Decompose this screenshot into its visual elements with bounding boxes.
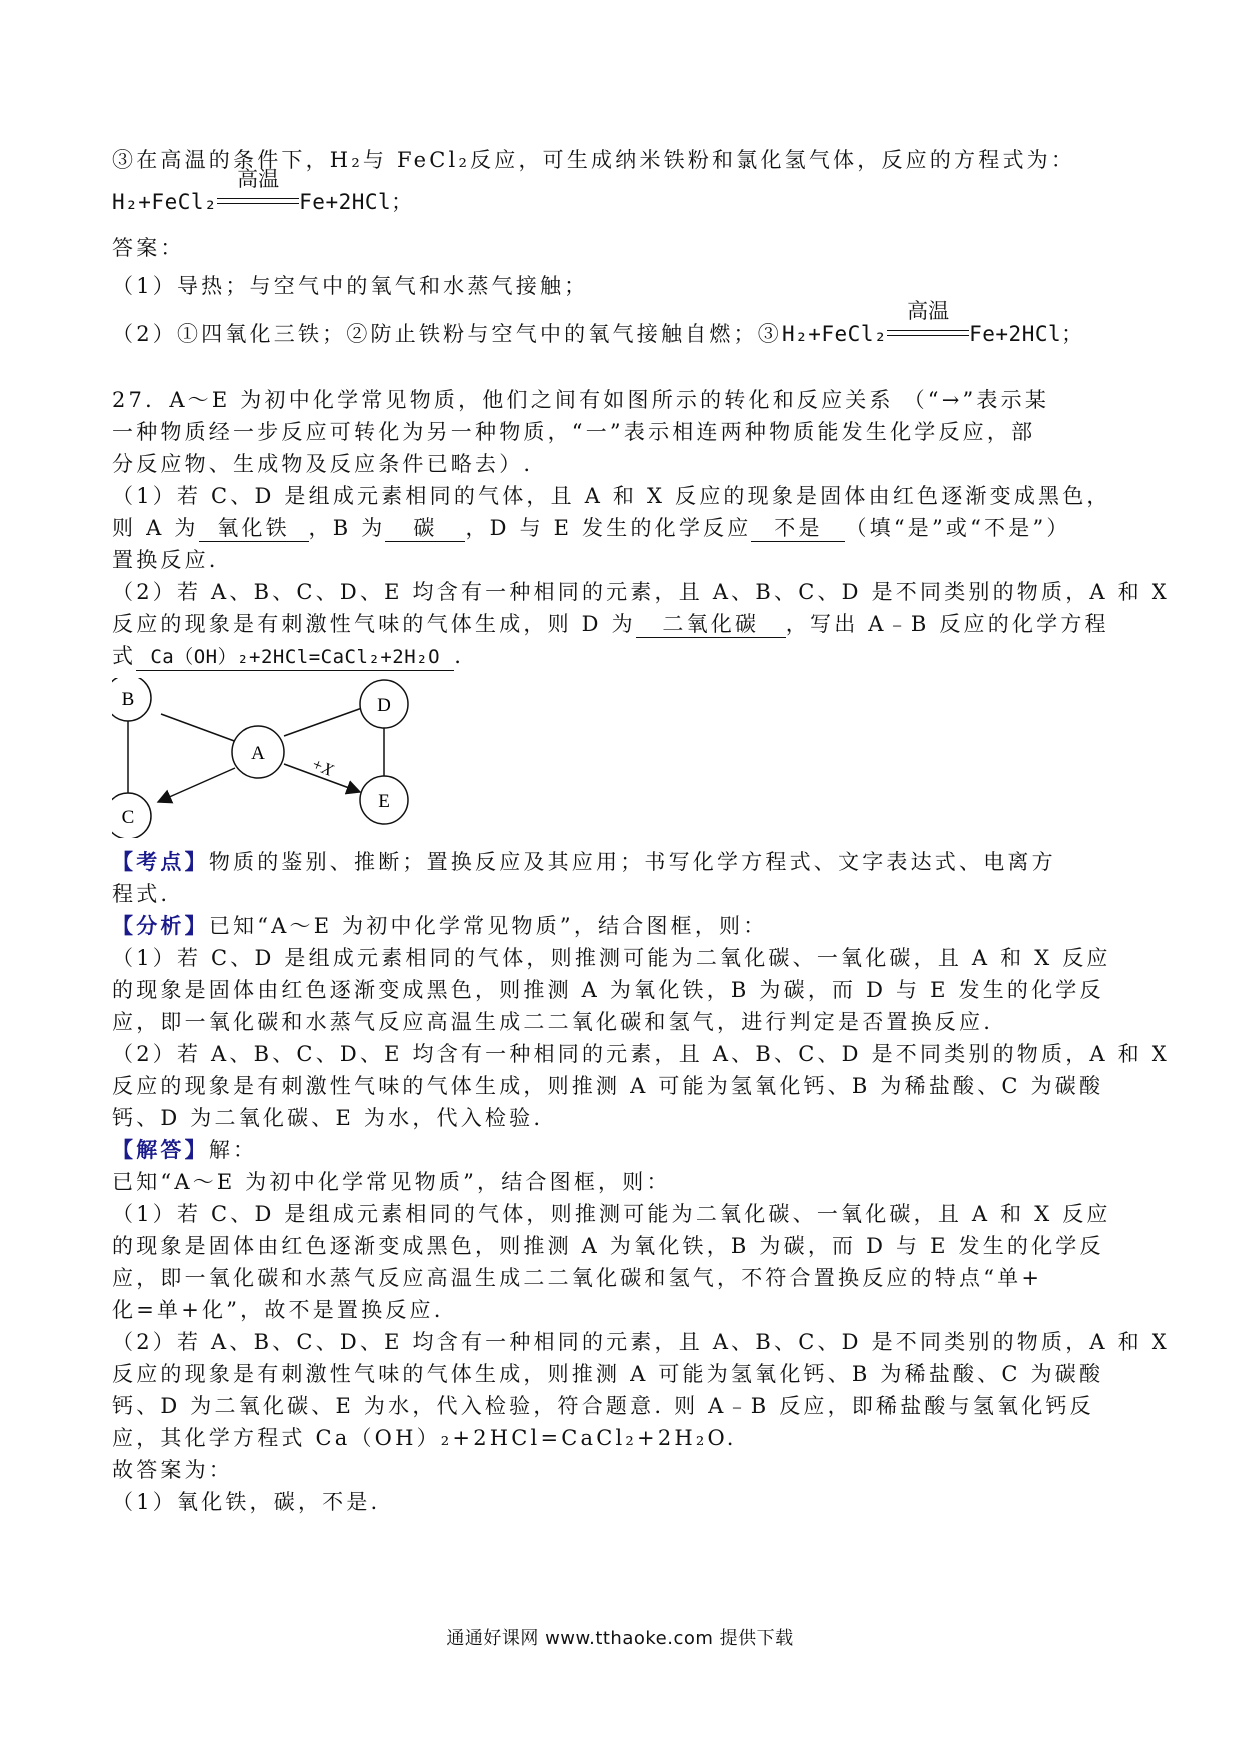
jieda-line-8: 钙、D 为二氧化碳、E 为水，代入检验，符合题意. 则 A﹣B 反应，即稀盐酸与氢氧化钙反 — [112, 1394, 1094, 1418]
text: 解： — [208, 1138, 258, 1162]
q27-line-3: 分反应物、生成物及反应条件已略去）. — [112, 452, 534, 476]
condition-text: 高温 — [237, 167, 280, 191]
answer-blank-a: 氧化铁 — [199, 515, 309, 542]
jieda-line-6: （2）若 A、B、C、D、E 均含有一种相同的元素，且 A、B、C、D 是不同类别的物质，A 和 X — [112, 1330, 1170, 1354]
kaodian-line-2: 程式. — [112, 882, 171, 906]
jieda-line-4: 应，即一氧化碳和水蒸气反应高温生成二二氧化碳和氢气，不符合置换反应的特点“单+ — [112, 1266, 1043, 1290]
answer-2-condition — [887, 299, 969, 339]
answer-label: 答案： — [112, 236, 185, 260]
q27-part1-line-1: （1）若 C、D 是组成元素相同的气体，且 A 和 X 反应的现象是固体由红色逐渐变成黑色， — [112, 484, 1111, 508]
answer-1: （1）导热；与空气中的氧气和水蒸气接触； — [112, 274, 589, 298]
q27-line-1: 27．A～E 为初中化学常见物质，他们之间有如图所示的转化和反应关系 （“→”表示某 — [112, 388, 1050, 412]
fenxi-line-1: （1）若 C、D 是组成元素相同的气体，则推测可能为二氧化碳、一氧化碳，且 A 和 X 反应 — [112, 946, 1111, 970]
kaodian-line-1 — [112, 846, 1130, 878]
answer-blank-equation: Ca（OH）₂+2HCl=CaCl₂+2H₂O — [136, 644, 454, 671]
q27-part2-line-3 — [112, 640, 1130, 672]
jieda-line-2: （1）若 C、D 是组成元素相同的气体，则推测可能为二氧化碳、一氧化碳，且 A 和 X 反应 — [112, 1202, 1111, 1226]
text: 则 A 为 — [112, 516, 199, 540]
node-d-label: D — [377, 695, 391, 716]
answer-2-text: （2）①四氧化三铁；②防止铁粉与空气中的氧气接触自燃；③ — [112, 322, 782, 346]
prev-line-1: ③在高温的条件下，H₂与 FeCl₂反应，可生成纳米铁粉和氯化氢气体，反应的方程式为： — [112, 148, 1076, 172]
document-body — [112, 144, 1170, 1518]
equation-reactants: H₂+FeCl₂ — [112, 190, 218, 214]
kaodian-tag: 【考点】 — [112, 849, 209, 874]
page-footer: 通通好课网 www.tthaoke.com 提供下载 — [446, 1628, 794, 1649]
text: 反应的现象是有刺激性气味的气体生成，则 D 为 — [112, 612, 636, 636]
jieda-line-0 — [112, 1134, 1130, 1166]
reaction-diagram-svg — [112, 678, 432, 838]
jieda-line-5: 化=单+化”，故不是置换反应. — [112, 1298, 444, 1322]
final-answer-1: （1）氧化铁，碳，不是. — [112, 1490, 381, 1514]
jieda-tag: 【解答】 — [112, 1137, 209, 1162]
text: （填“是”或“不是”） — [845, 516, 1071, 540]
text: ，B 为 — [308, 516, 386, 540]
text: ，D 与 E 发生的化学反应 — [465, 516, 752, 540]
fenxi-tag: 【分析】 — [112, 913, 209, 938]
q27-line-2: 一种物质经一步反应可转化为另一种物质，“一”表示相连两种物质能发生化学反应，部 — [112, 420, 1036, 444]
q27-part2-line-2 — [112, 608, 1130, 640]
fenxi-line-4: （2）若 A、B、C、D、E 均含有一种相同的元素，且 A、B、C、D 是不同类别的物质，A 和 X — [112, 1042, 1170, 1066]
jieda-line-3: 的现象是固体由红色逐渐变成黑色，则推测 A 为氧化铁，B 为碳，而 D 与 E 发生的化学反 — [112, 1234, 1104, 1258]
answer-blank-b: 碳 — [385, 515, 465, 542]
reaction-condition — [217, 167, 299, 207]
final-answer-label: 故答案为： — [112, 1458, 233, 1482]
fenxi-line-6: 钙、D 为二氧化碳、E 为水，代入检验. — [112, 1106, 544, 1130]
q27-part1-line-2 — [112, 512, 1130, 544]
jieda-line-7: 反应的现象是有刺激性气味的气体生成，则推测 A 可能为氢氧化钙、B 为稀盐酸、C 为碳酸 — [112, 1362, 1104, 1386]
fenxi-line-0 — [112, 910, 1130, 942]
node-e-label: E — [378, 791, 390, 812]
q27-part2-line-1: （2）若 A、B、C、D、E 均含有一种相同的元素，且 A、B、C、D 是不同类别的物质，A 和 X — [112, 580, 1170, 604]
fenxi-line-2: 的现象是固体由红色逐渐变成黑色，则推测 A 为氧化铁，B 为碳，而 D 与 E 发生的化学反 — [112, 978, 1104, 1002]
text: 式 — [112, 644, 137, 668]
q27-part1-line-3: 置换反应. — [112, 548, 219, 572]
node-a-label: A — [251, 743, 265, 764]
answer-2-products: Fe+2HCl； — [969, 322, 1083, 346]
text: . — [454, 644, 465, 668]
prev-equation — [112, 167, 1130, 218]
edge-label-x: +X — [308, 754, 336, 780]
equation-products: Fe+2HCl； — [299, 190, 413, 214]
edge-a-d — [284, 708, 362, 736]
jieda-line-9: 应，其化学方程式 Ca（OH）₂+2HCl=CaCl₂+2H₂O. — [112, 1426, 737, 1450]
node-c-label: C — [121, 807, 135, 828]
text: 已知“A～E 为初中化学常见物质”，结合图框，则： — [208, 914, 768, 938]
text: 物质的鉴别、推断；置换反应及其应用；书写化学方程式、文字表达式、电离方 — [208, 850, 1056, 874]
condition-text: 高温 — [907, 299, 950, 323]
answer-2-reactants: H₂+FeCl₂ — [781, 322, 888, 346]
arrow-a-c — [158, 768, 235, 802]
jieda-line-1: 已知“A～E 为初中化学常见物质”，结合图框，则： — [112, 1170, 671, 1194]
fenxi-line-5: 反应的现象是有刺激性气味的气体生成，则推测 A 可能为氢氧化钙、B 为稀盐酸、C 为碳酸 — [112, 1074, 1104, 1098]
answer-blank-de: 不是 — [751, 515, 845, 542]
fenxi-line-3: 应，即一氧化碳和水蒸气反应高温生成二二氧化碳和氢气，进行判定是否置换反应. — [112, 1010, 994, 1034]
reaction-diagram — [112, 678, 432, 838]
edge-b-a — [161, 714, 237, 742]
double-line — [217, 198, 299, 204]
answer-2 — [112, 299, 1130, 350]
double-line — [887, 330, 969, 336]
node-b-label: B — [121, 689, 135, 710]
answer-blank-d: 二氧化碳 — [636, 611, 786, 638]
text: ，写出 A﹣B 反应的化学方程 — [785, 612, 1109, 636]
